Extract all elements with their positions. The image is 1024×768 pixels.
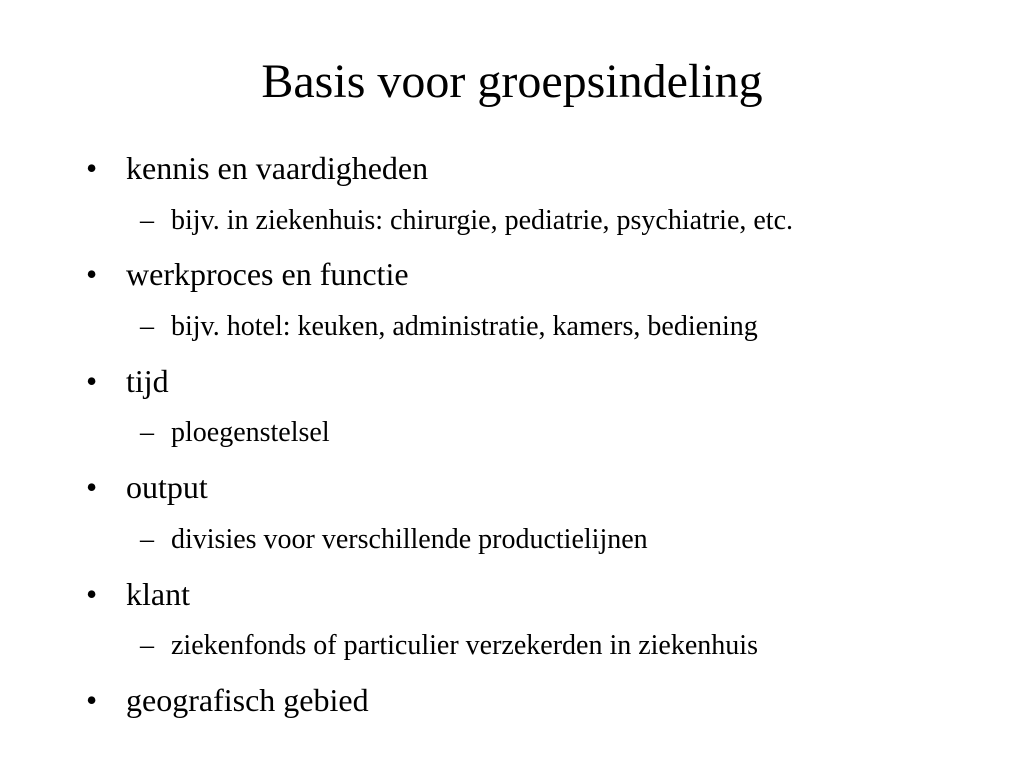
sub-bullet-text: bijv. in ziekenhuis: chirurgie, pediatrie, psychiatrie, etc. bbox=[171, 205, 794, 236]
dash-icon: – bbox=[140, 417, 154, 448]
bullet-dot-icon: • bbox=[86, 682, 98, 718]
dash-icon: – bbox=[140, 205, 154, 236]
dash-icon: – bbox=[140, 311, 154, 342]
bullet-dot-icon: • bbox=[86, 256, 98, 292]
sub-bullet-text: ploegenstelsel bbox=[171, 417, 330, 448]
bullet-text: werkproces en functie bbox=[126, 256, 409, 292]
bullet-text: geografisch gebied bbox=[126, 682, 369, 718]
bullet-dot-icon: • bbox=[86, 576, 98, 612]
sub-bullet-text: ziekenfonds of particulier verzekerden in ziekenhuis bbox=[171, 630, 758, 661]
bullet-dot-icon: • bbox=[86, 363, 98, 399]
dash-icon: – bbox=[140, 630, 154, 661]
bullet-text: kennis en vaardigheden bbox=[126, 150, 429, 186]
sub-bullet-text: bijv. hotel: keuken, administratie, kamers, bediening bbox=[171, 311, 758, 342]
slide-title: Basis voor groepsindeling bbox=[261, 55, 763, 108]
bullet-dot-icon: • bbox=[86, 469, 98, 505]
bullet-dot-icon: • bbox=[86, 150, 98, 186]
dash-icon: – bbox=[140, 524, 154, 555]
bullet-text: klant bbox=[126, 576, 190, 612]
sub-bullet-text: divisies voor verschillende productielijnen bbox=[171, 524, 648, 555]
bullet-text: output bbox=[126, 469, 208, 505]
bullet-text: tijd bbox=[126, 363, 169, 399]
